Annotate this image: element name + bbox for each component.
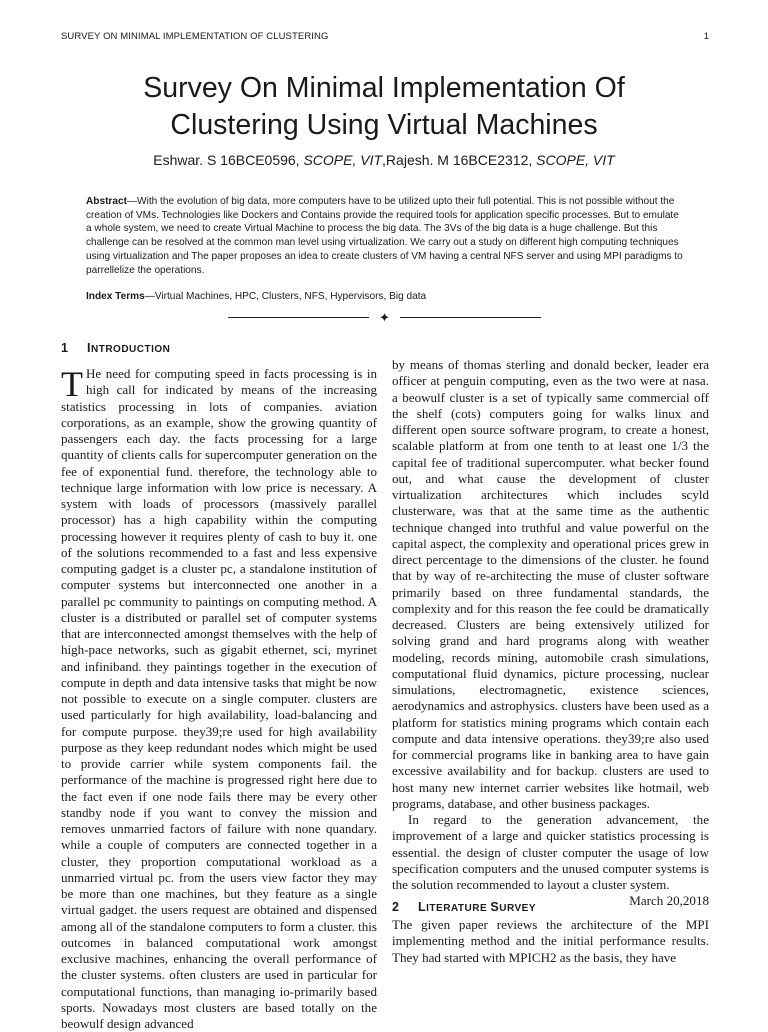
author-2-name: ,Rajesh. M 16BCE2312, xyxy=(382,152,537,168)
section-1-heading xyxy=(61,341,170,355)
intro-paragraph-2: In regard to the generation advancement, the improvement of a large and quicker statistics processing is essential. the design of cluster computer the usage of low specification computers and the unused computer systems is the solution recommended to layout a cluster system. xyxy=(392,812,709,892)
index-terms-label: Index Terms xyxy=(86,291,145,302)
paper-title xyxy=(0,70,768,144)
section-1-title-rest: NTRODUCTION xyxy=(90,344,171,355)
title-line-1: Survey On Minimal Implementation Of xyxy=(143,72,625,104)
literature-paragraph-1: The given paper reviews the architecture of the MPI implementing method and the initial performance results. They had started with MPICH2 as the basis, they have xyxy=(392,917,709,965)
page-number: 1 xyxy=(703,31,709,42)
divider-rule-left xyxy=(228,317,369,318)
section-2-number: 2 xyxy=(392,900,400,914)
abstract-label: Abstract xyxy=(86,196,127,207)
divider-diamond-icon: ✦ xyxy=(379,310,390,325)
section-2-title-rest-1: ITERATURE xyxy=(426,903,491,914)
right-column xyxy=(392,357,709,910)
section-1-number: 1 xyxy=(61,341,69,355)
authors xyxy=(0,152,768,168)
intro-paragraph-1 xyxy=(61,366,377,1032)
section-1-title-cap: I xyxy=(87,341,91,355)
abstract-text: —With the evolution of big data, more computers have to be utilized upto their full potential. This is not possible without the creation of VMs. Technologies like Dockers and Contains provide the required tools for application specific processes. But to emulate a whole system, we need to create Virtual Machine to process the big data. The 3Vs of the big data is a huge challenge. But this challenge can be resolved at the common man level using virtualization. We carry out a study on different high computing techniques using virtualization and The paper proposes an idea to create clusters of VM having a central NFS server and using MPI paradigms to parrellelize the operations. xyxy=(86,196,683,276)
section-divider xyxy=(228,310,541,326)
intro-continued: by means of thomas sterling and donald becker, leader era officer at penguin computing, even as the two were at nasa. a beowulf cluster is a set of typically same commercial off the shelf (cots) computers going for walks linux and different open source software program, to create a honest, scalable platform at from one tenth to at least one 1/3 the capital fee of traditional supercomputer. what becker found out, and what cause the development of cluster virtualization architectures which includes scyld clusterware, was that at the same time as the authentic technique changed into truthful and value powerful on the capital aspect, the complexity and operational prices grew in direct percentage to the dimensions of the cluster. he found that by way of re-architecting the muse of cluster software primarily based on three fundamental standards, the complexity and for this reason the fee could be dramatically decreased. Clusters are being extensively utilized for solving grand and hard programs along with weather modeling, records mining, automobile crash simulations, computational fluid dynamics, picture processing, nuclear simulations, electromagnetic, existence sciences, aerodynamics and astrophysics. clusters have been used as a platform for statistics mining programs which contain each compute and data intensive operations. they39;re also used for commercial programs like in banking area to have gain excessive availability and for backup. clusters are used to host many new internet carrier websites like hotmail, web programs, database, and other business packages. xyxy=(392,357,709,811)
title-line-2: Clustering Using Virtual Machines xyxy=(170,109,598,141)
index-terms-text: —Virtual Machines, HPC, Clusters, NFS, Hypervisors, Big data xyxy=(144,291,427,302)
divider-rule-right xyxy=(400,317,541,318)
author-1-affiliation: SCOPE, VIT xyxy=(303,152,383,168)
intro-lead: He xyxy=(86,366,102,381)
literature-survey-text xyxy=(392,917,709,966)
section-2-title-rest-2: URVEY xyxy=(499,903,537,914)
index-terms xyxy=(86,291,683,302)
running-head: SURVEY ON MINIMAL IMPLEMENTATION OF CLUSTERING xyxy=(61,31,329,42)
abstract xyxy=(86,195,683,277)
section-2-title-cap-2: S xyxy=(490,900,500,914)
author-2-affiliation: SCOPE, VIT xyxy=(536,152,615,168)
author-1-name: Eshwar. S 16BCE0596, xyxy=(153,152,304,168)
section-2-heading xyxy=(392,900,536,914)
left-column xyxy=(61,366,377,1032)
date-line: March 20,2018 xyxy=(629,893,709,909)
drop-cap: T xyxy=(61,364,83,404)
section-2-title-cap-1: L xyxy=(418,900,427,914)
intro-left-text: need for computing speed in facts processing is in high call for indicated by means of the increasing statistics processing in lots of companies. aviation corporations, as an example, show the growing quantity of passengers each day. the facts processing for a large quantity of clients calls for supercomputer generation on the fee of exponential fund. therefore, the technology able to technique large information with low price is necessary. A system with loads of processors (massively parallel processor) has a high capability within the computing processing however it requires plenty of cash to buy it. one of the solutions recommended to a fast and less expensive computing gadget is a cluster pc, a standalone institution of computer systems but interconnected one another in a parallel pc community to paintings on computing method. A cluster is a distributed or parallel set of computer systems that are interconnected amongst themselves with the help of high-pace networks, such as gigabit ethernet, sci, myrinet and infiniband. they paintings together in the execution of compute in depth and data intensive tasks that might be now not possible to execute on a single computer. clusters are used particularly for high availability, load-balancing and for compute purpose. they39;re used for high availability purpose as they keep redundant nodes which might be used to provide carrier while system components fail. the performance of the machine is progressed right here due to the fact even if one node fails there may be every other standby node if you want to convey the mission and removes unmarried factors of failure with none quandary. while a couple of computers are connected together in a cluster, they proportion computational workload as a unmarried virtual pc. from the users view factor they may be more than one machines, but they feature as a single virtual gadget. the users request are obtained and dispensed among all of the standalone computers to form a cluster. this outcomes in balanced computational work amongst exclusive machines, enhancing the overall performance of the cluster systems. often clusters are used in particular for computational functions, than managing io-primarily based sports. Nowadays most clusters are based totally on the beowulf design advanced xyxy=(61,366,377,1031)
